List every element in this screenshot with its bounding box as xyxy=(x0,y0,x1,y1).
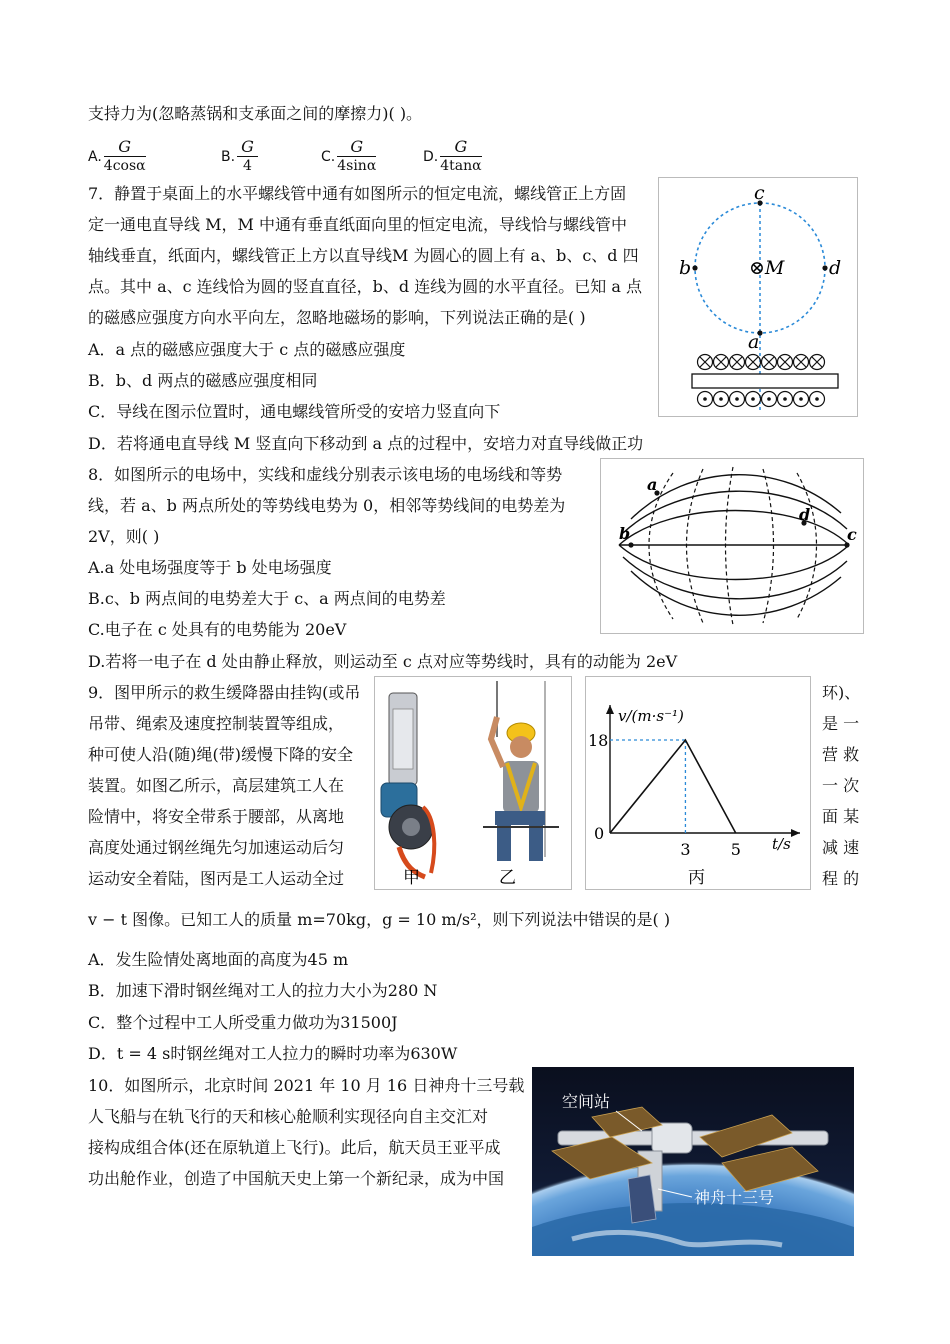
fraction xyxy=(237,138,258,175)
q9-stem-line: 装置。如图乙所示，高层建筑工人在 xyxy=(88,776,345,795)
x-axis-arrow xyxy=(791,829,800,837)
q7-stem-line: 的磁感应强度方向水平向左，忽略地磁场的影响，下列说法正确的是( ) xyxy=(88,308,586,327)
denominator: 4cosα xyxy=(103,158,146,174)
label-b: b xyxy=(679,257,692,279)
q8-option-b: B.c、b 两点间的电势差大于 c、a 两点间的电势差 xyxy=(88,589,446,608)
q6-option-a xyxy=(88,138,146,175)
q9-stem-line: 险情中，将安全带系于腰部，从离地 xyxy=(88,807,345,826)
q8-figure xyxy=(600,458,864,634)
q9-stem-line: 吊带、绳索及速度控制装置等组成， xyxy=(88,714,345,733)
space-station-illustration xyxy=(532,1067,854,1256)
solenoid-bottom-dots xyxy=(698,392,825,407)
rescue-device-photos xyxy=(375,677,571,889)
q10-stem-line: 人飞船与在轨飞行的天和核心舱顺利实现径向自主交汇对 xyxy=(88,1107,489,1126)
q9-option-b: B．加速下滑时钢丝绳对工人的拉力大小为280 N xyxy=(88,981,438,1000)
q7-option-c: C．导线在图示位置时，通电螺线管所受的安培力竖直向下 xyxy=(88,402,501,421)
solenoid-top-crosses xyxy=(698,355,825,370)
q9-right-fragment: 面 某 xyxy=(822,807,860,826)
q7-stem-line: 7．静置于桌面上的水平螺线管中通有如图所示的恒定电流，螺线管正上方固 xyxy=(88,184,627,203)
q8-stem-line: 2V，则( ) xyxy=(88,527,160,546)
q9-option-d: D．t = 4 s时钢丝绳对工人拉力的瞬时功率为630W xyxy=(88,1044,458,1063)
x-tick-label: 3 xyxy=(680,840,691,859)
fraction xyxy=(337,138,376,175)
chart-caption: 丙 xyxy=(688,868,705,888)
x-tick-label: 0 xyxy=(594,824,605,843)
solenoid-core xyxy=(692,374,838,388)
photo-label-jia: 甲 xyxy=(403,868,420,888)
label-d: d xyxy=(829,257,842,279)
y-tick-label: 18 xyxy=(588,731,609,750)
fraction xyxy=(104,138,146,175)
denominator: 4tanα xyxy=(440,158,482,174)
field-lines xyxy=(619,475,849,616)
solenoid-diagram xyxy=(659,178,857,416)
electric-field-diagram xyxy=(601,459,863,633)
q7-option-b: B．b、d 两点的磁感应强度相同 xyxy=(88,371,318,390)
q9-option-c: C．整个过程中工人所受重力做功为31500J xyxy=(88,1013,398,1032)
descender-device-illustration xyxy=(381,693,434,877)
photo-label-yi: 乙 xyxy=(499,868,516,888)
q6-option-b xyxy=(221,138,258,175)
numerator: G xyxy=(337,138,376,157)
q9-right-fragment: 是 一 xyxy=(822,714,860,733)
q9-stem-line: v − t 图像。已知工人的质量 m=70kg，g = 10 m/s²，则下列说法中错误的是( ) xyxy=(88,910,671,929)
numerator: G xyxy=(440,138,481,157)
q9-stem-line: 9．图甲所示的救生缓降器由挂钩(或吊 xyxy=(88,683,361,702)
q10-stem-line: 10．如图所示，北京时间 2021 年 10 月 16 日神舟十三号载 xyxy=(88,1076,525,1095)
option-label: C. xyxy=(321,148,336,165)
label-a: a xyxy=(748,331,760,353)
denominator: 4sinα xyxy=(337,158,377,174)
y-axis-label: v/(m·s⁻¹) xyxy=(618,707,684,725)
q9-photos xyxy=(374,676,572,890)
point-b xyxy=(628,542,633,547)
numerator: G xyxy=(237,138,258,157)
q7-stem-line: 轴线垂直，纸面内，螺线管正上方以直导线M 为圆心的圆上有 a、b、c、d 四 xyxy=(88,246,639,265)
label-c: c xyxy=(847,525,857,544)
q9-stem-line: 运动安全着陆，图丙是工人运动全过 xyxy=(88,869,345,888)
y-axis-arrow xyxy=(606,705,614,714)
q9-right-fragment: 营 救 xyxy=(822,745,860,764)
q9-stem-line: 高度处通过钢丝绳先匀加速运动后匀 xyxy=(88,838,345,857)
q7-stem-line: 点。其中 a、c 连线恰为圆的竖直直径，b、d 连线为圆的水平直径。已知 a 点 xyxy=(88,277,642,296)
option-label: D. xyxy=(423,148,439,165)
label-d: d xyxy=(799,505,811,524)
label-M: ⊗M xyxy=(749,257,785,279)
numerator: G xyxy=(104,138,146,157)
q8-option-c: C.电子在 c 处具有的电势能为 20eV xyxy=(88,620,347,639)
fraction xyxy=(440,138,481,175)
q7-stem-line: 定一通电直导线 M，M 中通有垂直纸面向里的恒定电流，导线恰与螺线管中 xyxy=(88,215,627,234)
label-shenzhou-13: 神舟十三号 xyxy=(694,1188,775,1207)
x-axis-label: t/s xyxy=(772,835,791,853)
q10-space-station-photo xyxy=(532,1067,854,1256)
point-b xyxy=(692,265,697,270)
denominator: 4 xyxy=(242,158,252,174)
option-label: A. xyxy=(88,148,102,165)
label-c: c xyxy=(754,182,765,204)
q9-right-fragment: 程 的 xyxy=(822,869,860,888)
q7-figure xyxy=(658,177,858,417)
q8-option-d: D.若将一电子在 d 处由静止释放，则运动至 c 点对应等势线时，具有的动能为 2eV xyxy=(88,652,678,671)
point-d xyxy=(822,265,827,270)
q9-stem-line: 种可使人沿(随)绳(带)缓慢下降的安全 xyxy=(88,745,353,764)
q10-stem-line: 接构成组合体(还在原轨道上飞行)。此后，航天员王亚平成 xyxy=(88,1138,501,1157)
q8-option-a: A.a 处电场强度等于 b 处电场强度 xyxy=(88,558,332,577)
q6-stem: 支持力为(忽略蒸锅和支承面之间的摩擦力)( )。 xyxy=(88,104,423,123)
label-space-station: 空间站 xyxy=(562,1092,611,1111)
chart-marks xyxy=(588,731,741,859)
vt-chart-svg xyxy=(586,677,810,889)
q9-right-fragment: 减 速 xyxy=(822,838,860,857)
q10-stem-line: 功出舱作业，创造了中国航天史上第一个新纪录，成为中国 xyxy=(88,1169,505,1188)
q7-option-a: A．a 点的磁感应强度大于 c 点的磁感应强度 xyxy=(88,340,406,359)
q9-option-a: A．发生险情处离地面的高度为45 m xyxy=(88,950,349,969)
q7-option-d: D．若将通电直导线 M 竖直向下移动到 a 点的过程中，安培力对直导线做正功 xyxy=(88,434,644,453)
q9-right-fragment: 一 次 xyxy=(822,776,860,795)
q9-right-fragment: 环)、 xyxy=(822,683,861,702)
label-b: b xyxy=(619,524,631,543)
option-label: B. xyxy=(221,148,236,165)
worker-illustration xyxy=(483,681,559,861)
q8-stem-line: 线，若 a、b 两点所处的等势线电势为 0，相邻等势线间的电势差为 xyxy=(88,496,566,515)
q8-stem-line: 8．如图所示的电场中，实线和虚线分别表示该电场的电场线和等势 xyxy=(88,465,563,484)
label-a: a xyxy=(647,475,658,494)
q6-option-c xyxy=(321,138,376,175)
q6-option-d xyxy=(423,138,482,175)
x-tick-label: 5 xyxy=(730,840,741,859)
series-line xyxy=(610,740,736,833)
q9-vt-chart xyxy=(585,676,811,890)
